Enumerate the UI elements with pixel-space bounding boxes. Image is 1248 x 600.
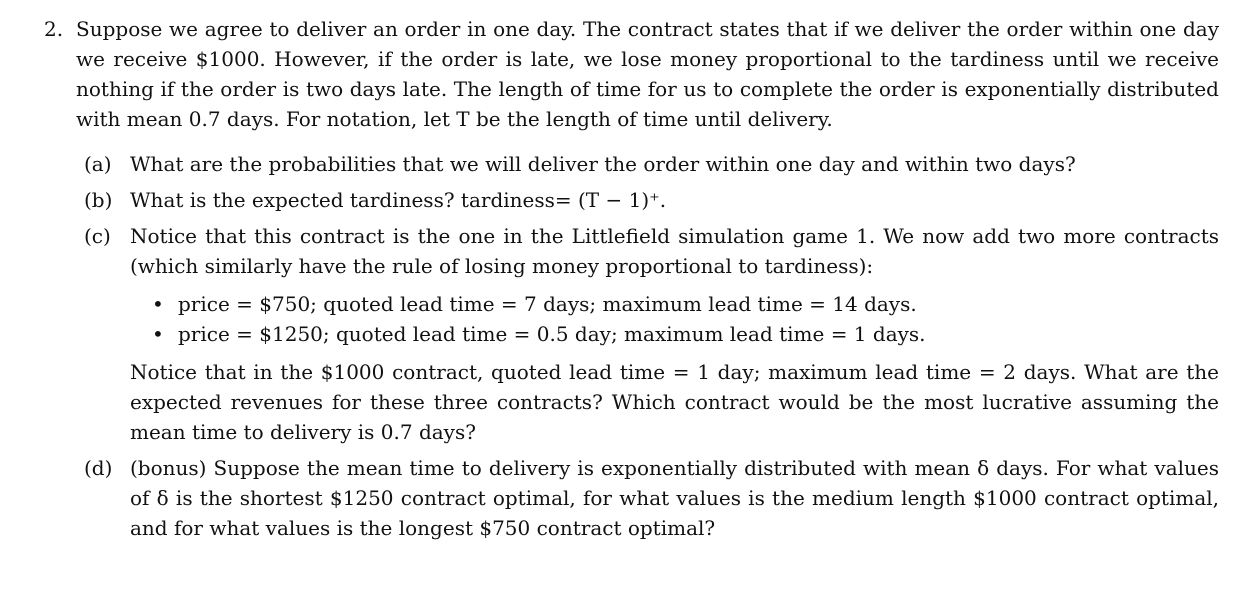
part-b-text: What is the expected tardiness? tardiness= (T − 1)⁺. <box>130 188 667 212</box>
part-b-label: (b) <box>84 188 113 212</box>
problem-parts <box>44 149 1219 543</box>
problem-number: 2. <box>44 17 64 41</box>
part-d-text: (bonus) Suppose the mean time to delivery is exponentially distributed with mean δ days. For what values of δ is the shortest $1250 contract optimal, for what values is the medium length $1000 contract optimal, and for what values is the longest $750 contract optimal? <box>130 456 1219 540</box>
bullet-icon: • <box>152 322 164 346</box>
part-d <box>84 453 1219 543</box>
contract-list <box>130 289 1219 349</box>
contract-item-text: price = $1250; quoted lead time = 0.5 day; maximum lead time = 1 days. <box>178 322 926 346</box>
part-a <box>84 149 1219 179</box>
part-b <box>84 185 1219 215</box>
contract-item-text: price = $750; quoted lead time = 7 days; maximum lead time = 14 days. <box>178 292 917 316</box>
part-d-label: (d) <box>84 456 113 480</box>
contract-item-1250 <box>152 319 1219 349</box>
part-c-label: (c) <box>84 224 111 248</box>
problem-statement-block <box>44 14 1219 134</box>
contract-item-750 <box>152 289 1219 319</box>
problem-2 <box>44 14 1219 549</box>
bullet-icon: • <box>152 292 164 316</box>
part-a-label: (a) <box>84 152 112 176</box>
part-a-text: What are the probabilities that we will deliver the order within one day and within two days? <box>130 152 1076 176</box>
part-c-note: Notice that in the $1000 contract, quoted lead time = 1 day; maximum lead time = 2 days. What are the expected revenues for these three contracts? Which contract would be the most lucrative assuming the mean time to delivery is 0.7 days? <box>130 360 1219 444</box>
part-c <box>84 221 1219 447</box>
part-c-text: Notice that this contract is the one in the Littlefield simulation game 1. We now add two more contracts (which similarly have the rule of losing money proportional to tardiness): <box>130 224 1219 278</box>
problem-statement: Suppose we agree to deliver an order in one day. The contract states that if we deliver the order within one day we receive $1000. However, if the order is late, we lose money proportional to the tardiness until we receive nothing if the order is two days late. The length of time for us to complete the order is exponentially distributed with mean 0.7 days. For notation, let T be the length of time until delivery. <box>76 17 1219 131</box>
